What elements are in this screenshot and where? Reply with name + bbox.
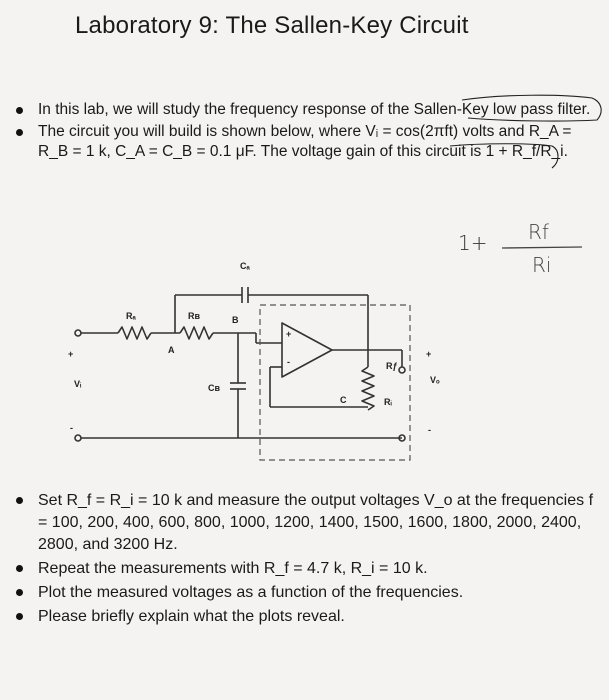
intro-list (14, 100, 594, 164)
handwritten-ri: Ri (532, 253, 552, 277)
label-plus-out: + (426, 349, 432, 359)
label-op-plus: + (286, 329, 292, 339)
intro-text: The circuit you will build is shown below, where Vᵢ = cos(2πft) volts and R_A = R_B = 1 k, C_A = C_B = 0.1 μF. The voltage gain of this circuit is 1 + R_f/R_i. (38, 123, 572, 160)
task-text: Plot the measured voltages as a function of the frequencies. (38, 584, 464, 601)
label-minus-in: - (70, 423, 73, 433)
handwritten-gain (458, 214, 588, 284)
bullet-icon (16, 589, 23, 596)
label-minus-out: - (428, 425, 431, 435)
task-item (14, 490, 594, 556)
label-vo: Vₒ (430, 375, 440, 385)
label-ca: Cₐ (240, 261, 250, 271)
task-text: Set R_f = R_i = 10 k and measure the output voltages V_o at the frequencies f = 100, 200, 400, 600, 800, 1000, 1200, 1400, 1500, 1600, 1800, 2000, 2400, 2800, and 3200 Hz. (38, 492, 594, 553)
intro-item (14, 122, 594, 162)
task-item (14, 558, 594, 580)
handwritten-one: 1+ (458, 231, 488, 255)
handwritten-rf: Rf (528, 220, 549, 244)
label-rf: Rƒ (386, 361, 398, 371)
page-title: Laboratory 9: The Sallen-Key Circuit (75, 12, 469, 39)
label-op-minus: - (287, 357, 290, 367)
task-list (14, 490, 594, 630)
bullet-icon (16, 565, 23, 572)
bullet-icon (16, 107, 23, 114)
label-cb: Cʙ (208, 383, 221, 393)
task-item (14, 582, 594, 604)
intro-text: In this lab, we will study the frequency response of the Sallen-Key low pass filter. (38, 101, 591, 118)
label-ra: Rₐ (126, 311, 136, 321)
label-plus-in: + (68, 349, 74, 359)
task-text: Please briefly explain what the plots reveal. (38, 608, 345, 625)
bullet-icon (16, 613, 23, 620)
label-b: B (232, 315, 239, 325)
label-a: A (168, 345, 175, 355)
bullet-icon (16, 129, 23, 136)
bullet-icon (16, 497, 23, 504)
label-c: C (340, 395, 347, 405)
label-ri: Rᵢ (384, 397, 392, 407)
task-text: Repeat the measurements with R_f = 4.7 k, R_i = 10 k. (38, 560, 428, 577)
task-item (14, 606, 594, 628)
intro-item (14, 100, 594, 120)
sallen-key-circuit-diagram (60, 255, 450, 470)
label-vi: Vᵢ (74, 379, 82, 389)
label-rb: Rʙ (188, 311, 201, 321)
